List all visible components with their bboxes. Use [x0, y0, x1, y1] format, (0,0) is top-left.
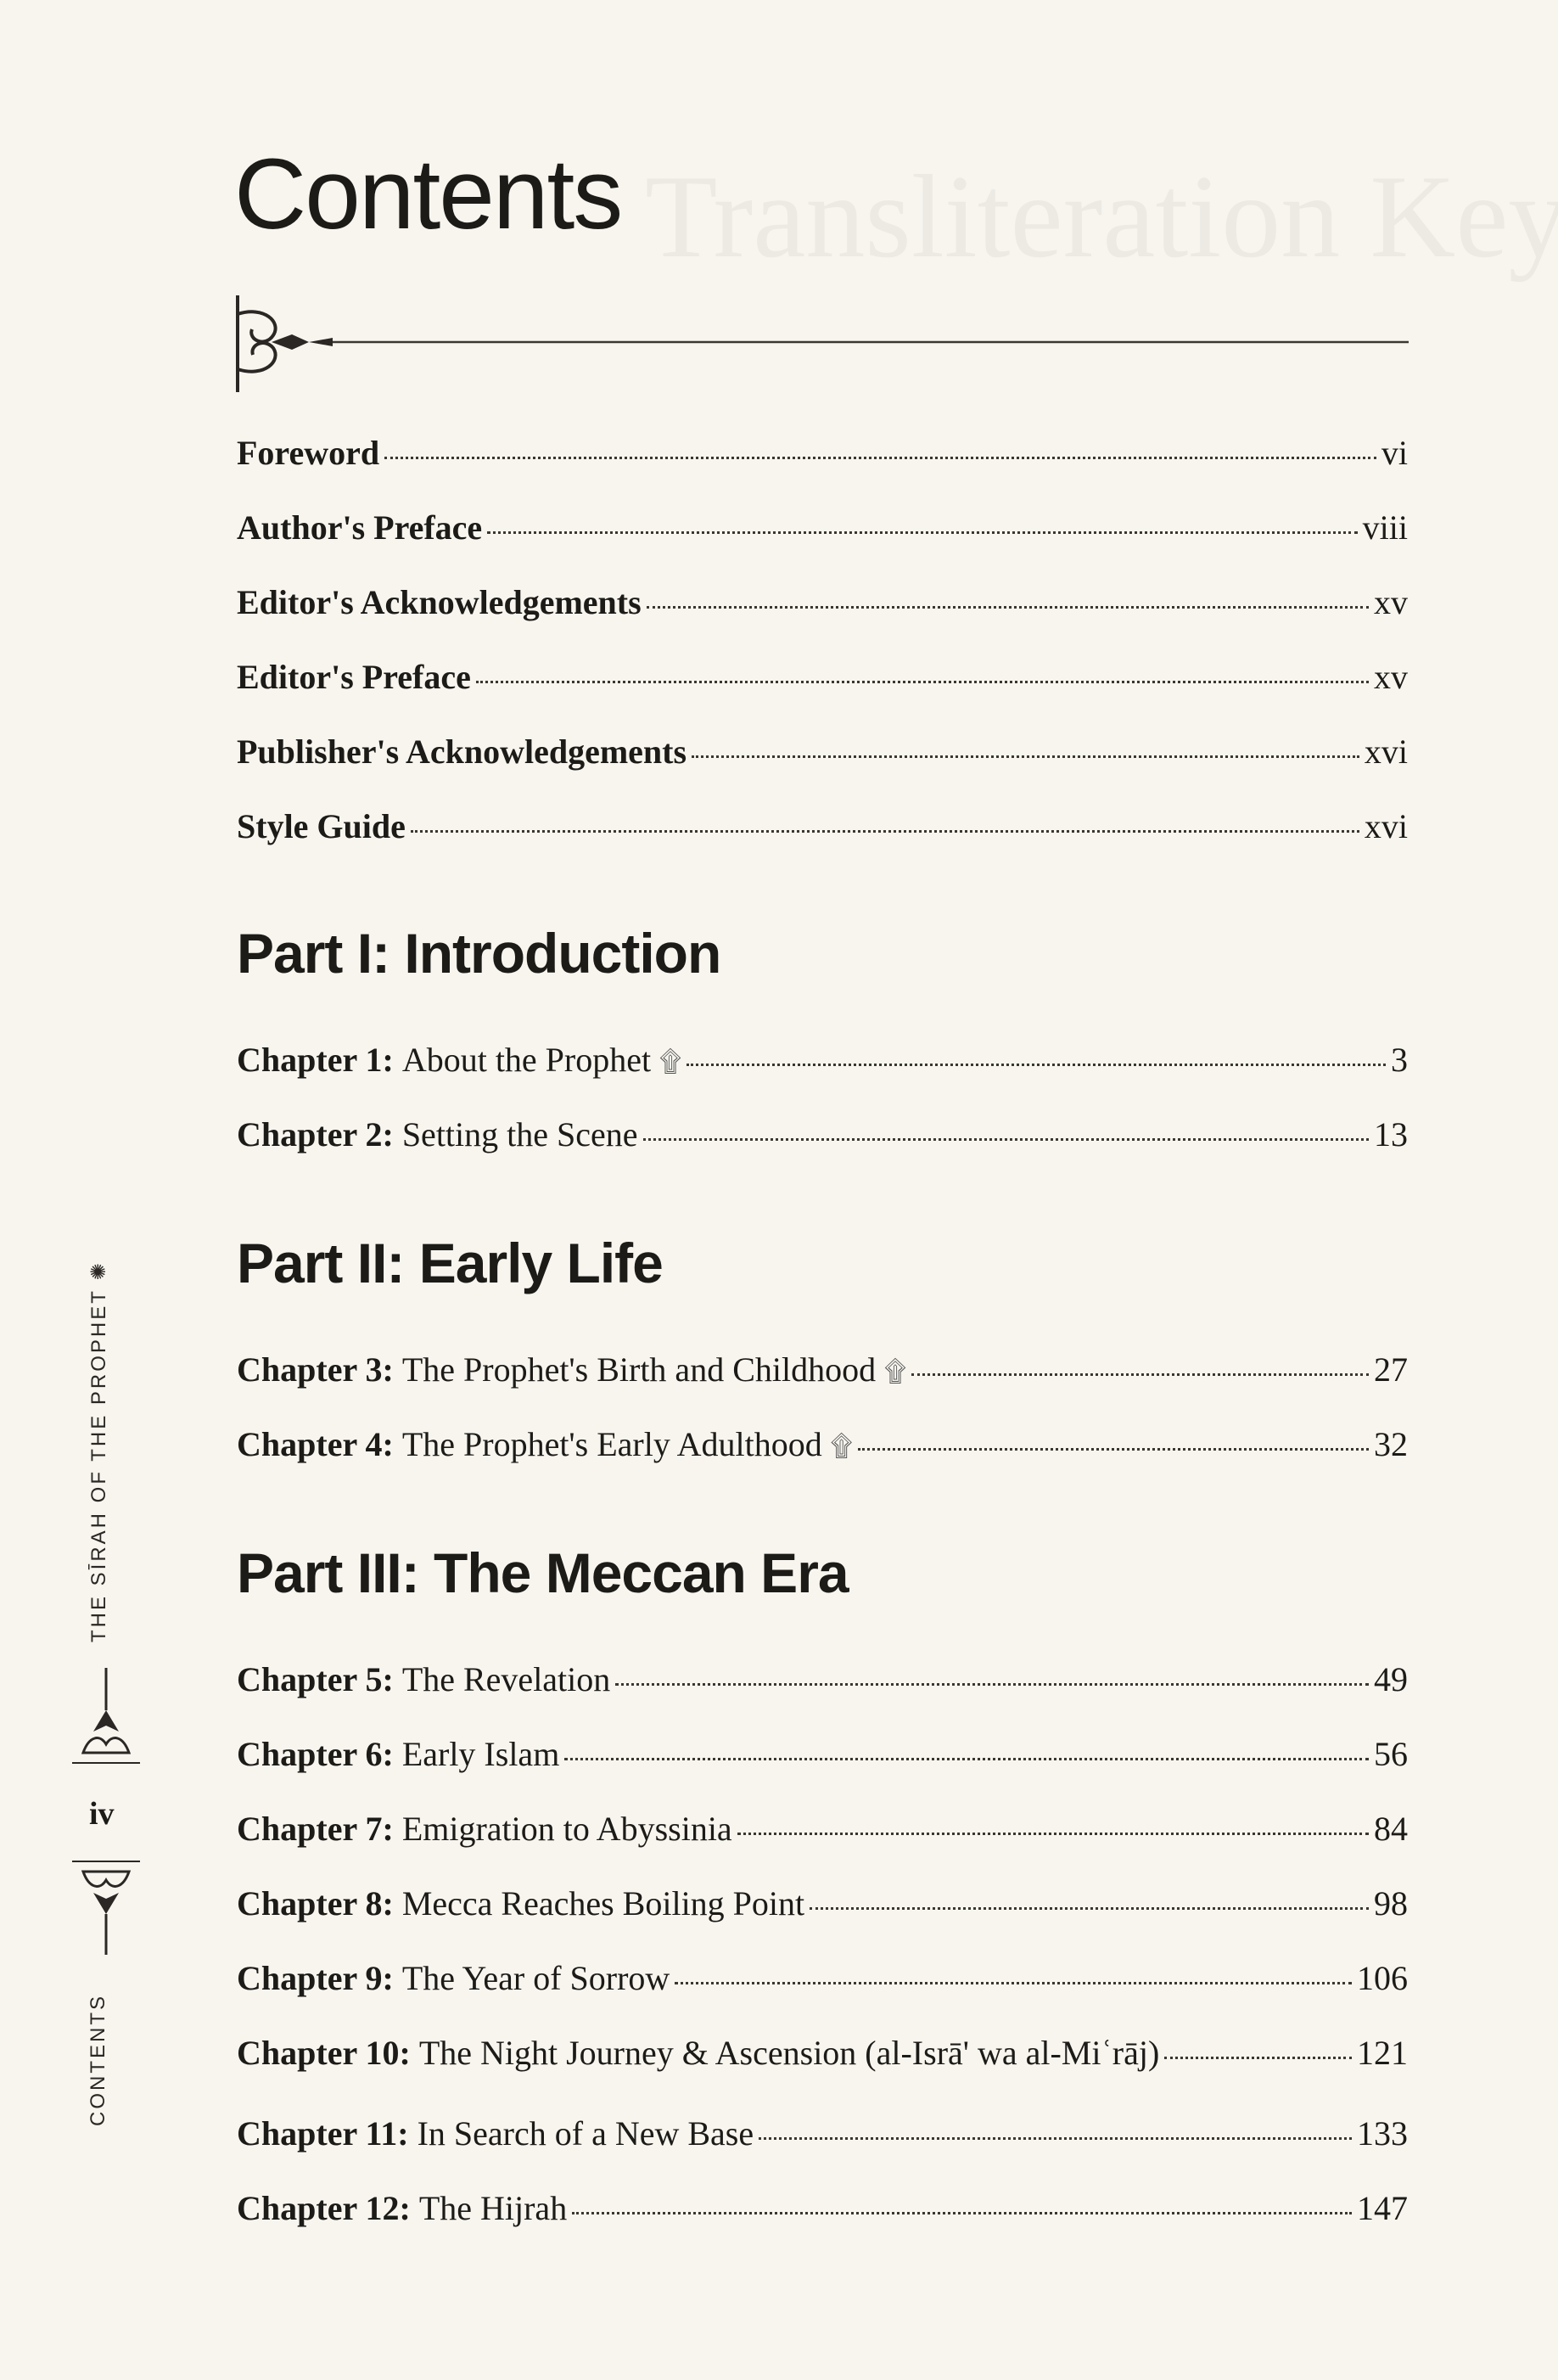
chapter-number: Chapter 4: — [237, 1425, 394, 1463]
chapter-title: In Search of a New Base — [417, 2114, 754, 2153]
toc-entry-style-guide[interactable] — [237, 806, 1408, 846]
chapter-title: Setting the Scene — [401, 1115, 638, 1154]
entry-label: Author's Preface — [237, 508, 483, 547]
toc-entry-chapter-8[interactable] — [237, 1883, 1408, 1923]
chapter-number: Chapter 3: — [237, 1350, 394, 1389]
chapter-title: About the Prophet — [401, 1041, 652, 1079]
entry-page: 56 — [1374, 1735, 1408, 1773]
lower-finial-ornament-icon — [68, 1855, 144, 1956]
entry-page: 147 — [1357, 2189, 1408, 2227]
chapter-number: Chapter 9: — [237, 1959, 394, 1997]
entry-page: xv — [1374, 583, 1408, 621]
dot-leader — [858, 1448, 1369, 1451]
chapter-title: The Hijrah — [418, 2189, 568, 2227]
honorific-mark-icon: ✺ — [87, 1260, 110, 1281]
dot-leader — [384, 457, 1376, 459]
chapter-number: Chapter 12: — [237, 2189, 411, 2227]
toc-entry-chapter-7[interactable] — [237, 1809, 1408, 1849]
entry-label: Style Guide — [237, 807, 406, 845]
entry-page: 84 — [1374, 1810, 1408, 1848]
toc-entry-chapter-1[interactable] — [237, 1040, 1408, 1080]
ghost-title-bleedthrough — [645, 149, 1558, 285]
entry-page: 49 — [1374, 1660, 1408, 1698]
chapter-title: Early Islam — [401, 1735, 560, 1773]
chapter-title: The Prophet's Birth and Childhood — [401, 1350, 877, 1389]
chapter-title: The Revelation — [401, 1660, 611, 1698]
dot-leader — [487, 531, 1357, 534]
folio-number: iv — [89, 1796, 115, 1832]
toc-entry-chapter-4[interactable] — [237, 1424, 1408, 1464]
entry-page: xvi — [1364, 733, 1408, 771]
honorific-glyph-icon: ۩ — [884, 1356, 906, 1388]
entry-label: Foreword — [237, 434, 380, 472]
chapter-title: Mecca Reaches Boiling Point — [401, 1884, 805, 1923]
dot-leader — [411, 830, 1359, 833]
toc-entry-chapter-3[interactable] — [237, 1350, 1408, 1389]
page-title: Contents — [234, 138, 622, 250]
entry-page: 98 — [1374, 1884, 1408, 1923]
dot-leader — [692, 755, 1359, 758]
entry-label: Editor's Preface — [237, 658, 471, 696]
upper-finial-ornament-icon — [68, 1668, 144, 1770]
entry-page: 3 — [1391, 1041, 1408, 1079]
honorific-glyph-icon: ۩ — [659, 1047, 681, 1078]
toc-entry-editors-preface[interactable] — [237, 657, 1408, 697]
toc-entry-chapter-2[interactable] — [237, 1114, 1408, 1154]
dot-leader — [643, 1138, 1369, 1141]
dot-leader — [675, 1982, 1352, 1984]
toc-entry-editors-acknowledgements[interactable] — [237, 582, 1408, 622]
part-heading-1: Part I: Introduction — [237, 922, 721, 985]
chapter-number: Chapter 1: — [237, 1041, 394, 1079]
entry-page: xv — [1374, 658, 1408, 696]
toc-entry-authors-preface[interactable] — [237, 508, 1408, 547]
toc-entry-chapter-12[interactable] — [237, 2188, 1408, 2228]
entry-page: 13 — [1374, 1115, 1408, 1154]
entry-page: 133 — [1357, 2114, 1408, 2153]
dot-leader — [615, 1683, 1369, 1686]
chapter-number: Chapter 8: — [237, 1884, 394, 1923]
dot-leader — [687, 1064, 1386, 1066]
entry-page: vi — [1381, 434, 1408, 472]
toc-entry-chapter-11[interactable] — [237, 2113, 1408, 2153]
toc-entry-chapter-10[interactable] — [237, 2033, 1408, 2073]
chapter-number: Chapter 10: — [237, 2034, 411, 2072]
side-margin — [68, 0, 144, 2380]
chapter-number: Chapter 2: — [237, 1115, 394, 1154]
entry-page: 106 — [1357, 1959, 1408, 1997]
chapter-number: Chapter 7: — [237, 1810, 394, 1848]
dot-leader — [737, 1833, 1369, 1835]
section-label: CONTENTS — [87, 1994, 109, 2126]
toc-entry-chapter-9[interactable] — [237, 1958, 1408, 1998]
chapter-title: Emigration to Abyssinia — [401, 1810, 732, 1848]
entry-label: Editor's Acknowledgements — [237, 583, 642, 621]
part-heading-2: Part II: Early Life — [237, 1232, 663, 1294]
dot-leader — [1164, 2057, 1352, 2059]
part-heading-3: Part III: The Meccan Era — [237, 1541, 849, 1604]
chapter-number: Chapter 11: — [237, 2114, 409, 2153]
entry-page: xvi — [1364, 807, 1408, 845]
title-ornament — [231, 289, 1410, 399]
toc-entry-chapter-6[interactable] — [237, 1734, 1408, 1774]
dot-leader — [564, 1758, 1369, 1760]
toc-entry-publishers-acknowledgements[interactable] — [237, 732, 1408, 772]
chapter-title: The Prophet's Early Adulthood — [401, 1425, 822, 1463]
chapter-title: The Night Journey & Ascension (al-Isrā' wa al-Miʿrāj) — [418, 2034, 1160, 2072]
chapter-title: The Year of Sorrow — [401, 1959, 670, 1997]
dot-leader — [476, 681, 1369, 683]
toc-entry-foreword[interactable] — [237, 433, 1408, 473]
dot-leader — [572, 2212, 1352, 2214]
entry-page: 32 — [1374, 1425, 1408, 1463]
running-title: THE SĪRAH OF THE PROPHET ✺ — [87, 1260, 110, 1642]
honorific-glyph-icon: ۩ — [830, 1431, 853, 1462]
chapter-number: Chapter 6: — [237, 1735, 394, 1773]
entry-page: viii — [1362, 508, 1408, 547]
entry-page: 27 — [1374, 1350, 1408, 1389]
dot-leader — [911, 1373, 1369, 1376]
toc-entry-chapter-5[interactable] — [237, 1659, 1408, 1699]
chapter-number: Chapter 5: — [237, 1660, 394, 1698]
dot-leader — [647, 606, 1369, 609]
entry-page: 121 — [1357, 2034, 1408, 2072]
dot-leader — [759, 2137, 1352, 2140]
entry-label: Publisher's Acknowledgements — [237, 733, 687, 771]
dot-leader — [810, 1907, 1369, 1910]
